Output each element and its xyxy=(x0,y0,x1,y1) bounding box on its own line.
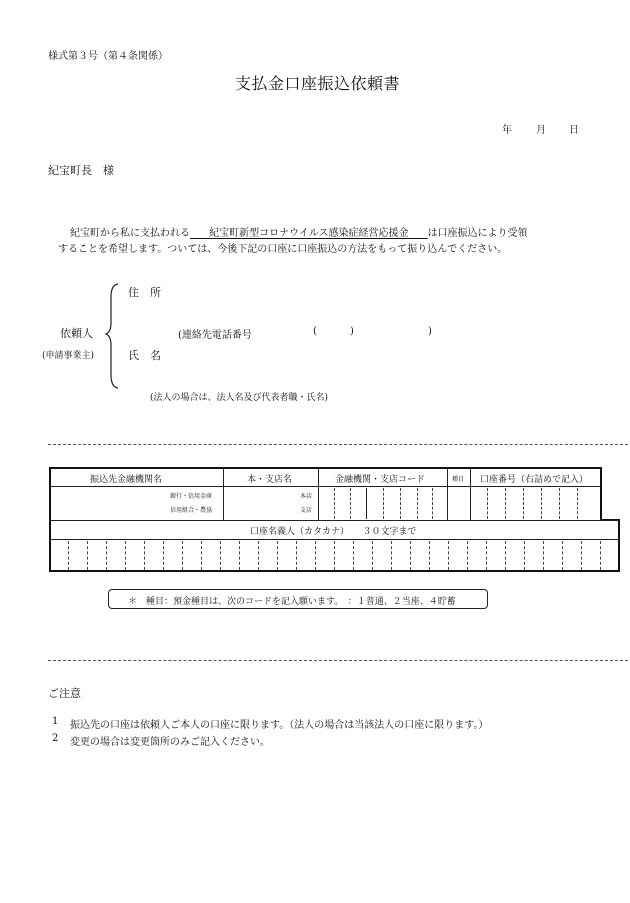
separator-line xyxy=(48,660,628,661)
branch-main: 本店 xyxy=(300,493,313,500)
separator-line xyxy=(48,444,628,445)
date-year: 年 xyxy=(502,125,512,136)
address-label: 住 所 xyxy=(128,286,161,299)
intro-prefix: 紀宝町から私に支払われる xyxy=(70,228,190,239)
institution-type-bank: 銀行・信用金庫 xyxy=(170,493,213,500)
curly-brace xyxy=(104,283,120,389)
caution-title: ご注意 xyxy=(48,687,81,700)
type-note: ＊ 種目：預金種目は、次のコードを記入願います。 ：１普通、２当座、４貯蓄 xyxy=(128,597,456,607)
phone-paren-open: ( xyxy=(313,326,317,337)
caution-item: 変更の場合は変更箇所のみご記入ください。 xyxy=(70,737,270,748)
caution-item-num: 1 xyxy=(52,716,59,727)
phone-end: ) xyxy=(428,326,432,337)
intro-line-2: することを希望します。ついては、今後下記の口座に口座振込の方法をもって振り込んでください。 xyxy=(58,244,508,255)
header-code: 金融機関・支店コード xyxy=(335,475,426,485)
header-account-number: 口座番号（右詰めで記入） xyxy=(480,475,589,485)
holder-header: 口座名義人（カタカナ） ３０文字まで xyxy=(250,527,417,537)
caution-item: 振込先の口座は依頼人ご本人の口座に限ります。（法人の場合は当該法人の口座に限ります。） xyxy=(70,720,489,731)
intro-suffix: は口座振込により受領 xyxy=(427,228,528,239)
name-label: 氏 名 xyxy=(128,349,161,362)
intro-line-1 xyxy=(70,224,528,239)
header-institution: 振込先金融機関名 xyxy=(90,475,163,485)
phone-paren-close: ) xyxy=(350,326,354,337)
date-month: 月 xyxy=(536,125,546,136)
header-branch: 本・支店名 xyxy=(247,475,293,485)
caution-item-num: 2 xyxy=(52,733,59,744)
corporate-note: (法人の場合は、法人名及び代表者職・氏名) xyxy=(150,393,329,403)
addressee: 紀宝町長 様 xyxy=(48,164,114,177)
form-number: 様式第３号（第４条関係） xyxy=(48,51,168,62)
institution-type-coop: 信用組合・農協 xyxy=(170,507,213,514)
date-day: 日 xyxy=(569,125,579,136)
applicant-sublabel: (申請事業主) xyxy=(42,351,95,361)
applicant-label: 依頼人 xyxy=(60,327,93,340)
intro-program-name: 紀宝町新型コロナウイルス感染症経営応援金 xyxy=(209,228,409,239)
page-title: 支払金口座振込依頼書 xyxy=(235,74,401,93)
header-type: 種目 xyxy=(452,476,465,483)
branch-sub: 支店 xyxy=(300,507,313,514)
phone-label: (連絡先電話番号 xyxy=(178,330,252,341)
